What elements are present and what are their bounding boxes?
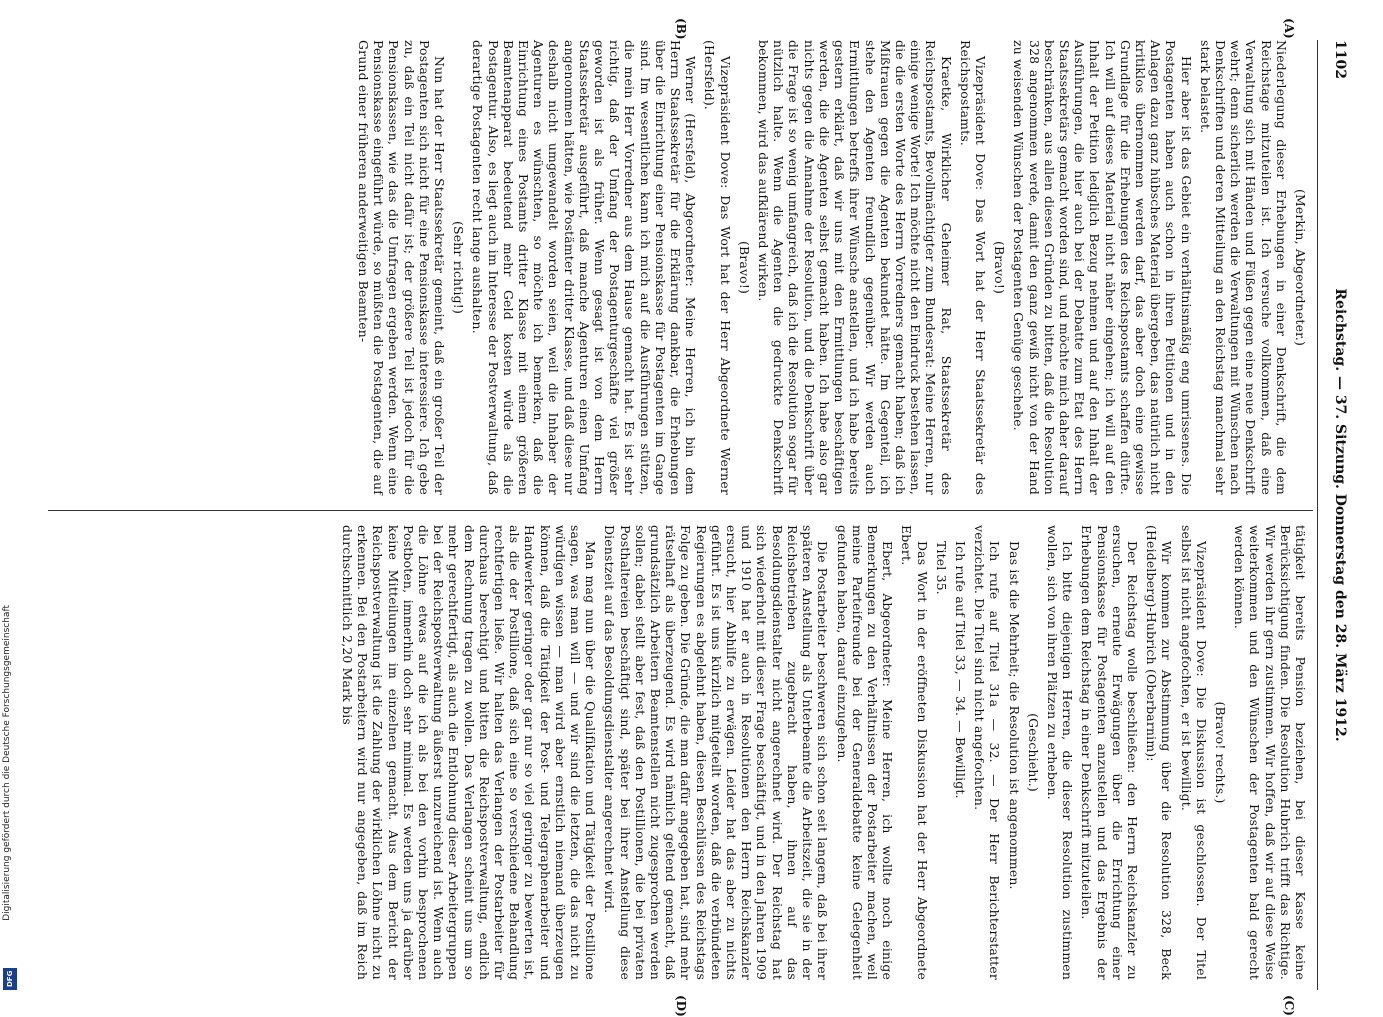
paragraph: (Geschieht.) <box>1025 713 1041 792</box>
paragraph: Ich bitte diejenigen Herren, die dieser Resolution zustimmen wollen, sich von ihren Plätzen zu erheben. <box>1044 525 1076 980</box>
paragraph: (Bravo!) <box>992 240 1008 295</box>
paragraph: (Bravo!) <box>736 240 752 295</box>
paragraph: Niederlegung dieser Erhebungen in einer Denkschrift, die dem Reichstage mitzuteilen ist. Ich versuche vollkommen, daß eine Verwaltung sich mit Händen und Füßen gegen eine neue Denkschrift wehrt; denn sicherlich werden die Verwaltungen mit Wünschen nach Denkschriften und deren Mitteilung an den Reichstag manchmal sehr stark belastet. <box>1197 40 1289 495</box>
paragraph: Das ist die Mehrheit; die Resolution ist angenommen. <box>1006 541 1022 890</box>
paragraph: tätigkeit bereits Pension beziehen, bei dieser Kasse keine Berücksichtigung finden. Die Resolution Hubrich trifft das Richtige. Wir werden ihr gern zustimmen. Wir hoffen, daß wir auf diese Weise weiterkommen und den Wünschen der Postagenten bald gerecht werden können. <box>1232 525 1308 980</box>
running-header: Reichstag. — 37. Sitzung. Donnerstag den 28. März 1912. <box>1332 288 1348 742</box>
page-number: 1102 <box>1332 40 1348 79</box>
paragraph: Nun hat der Herr Staatssekretär gemeint, daß ein großer Teil der Postagenten sich nicht für eine Pensionskasse interessiere. Ich gebe zu, daß ein Teil nicht dafür ist; der größere Teil ist jedoch für die Pensionskassen, wie das die Umfragen ergeben werden. Wenn eine Pensionskasse eingeführt würde, so müßten die Postagenten, die auf Grund einer früheren anderweitigen Beamten- <box>356 40 448 495</box>
paragraph: Ebert, Abgeordneter: Meine Herren, ich wollte noch einige Bemerkungen zu den Verhältnissen der Postarbeiter machen, weil meine Parteifreunde bei der Generaldebatte keine Gelegenheit gefunden haben, darauf einzugehen. <box>834 525 896 980</box>
left-column <box>352 40 1308 495</box>
column-divider <box>48 510 1313 511</box>
paragraph: Die Postarbeiter beschweren sich schon seit langem, daß bei ihrer späteren Anstellung als Unterbeamte die Arbeitszeit, die sie in der Reichsbetrieben zugebracht haben, ihnen auf das Besoldungsdienstalter nicht angerechnet wird. Der Reichstag hat sich wiederholt mit dieser Frage beschäftigt, und in den Jahren 1909 und 1910 hat er auch in Resolutionen den Herrn Reichskanzler ersucht, hier Abhilfe zu erwägen. Leider hat das aber zu nichts geführt. Es ist uns kürzlich mitgeteilt worden, daß die verbündeten Regierungen es abgelehnt haben, diesen Beschlüssen des Reichstags Folge zu geben. Die Gründe, die man dafür angegeben hat, sind mehr rätselhaft als überzeugend. Es wird nämlich geltend gemacht, daß grundsätzlich Arbeitern Beamtenstellen nicht zugesprochen werden sollen; dabei stellt aber fest, daß den Postillionen, die bei privaten Posthaltereien beschäftigt sind, später bei ihrer Anstellung diese Dienstzeit auf das Besoldungsdienstalter angerechnet wird. <box>602 525 831 980</box>
paragraph: Das Wort in der eröffneten Diskussion hat der Herr Abgeordnete Ebert. <box>899 525 930 980</box>
margin-marker-d: (D) <box>674 995 688 1017</box>
paragraph: (Sehr richtig!) <box>451 221 467 314</box>
page-header <box>1317 40 1358 990</box>
paragraph: Werner (Hersfeld), Abgeordneter: Meine Herren, ich bin dem Herrn Staatssekretär für die Erklärung dankbar, die Erhebungen über die Einrichtung einer Pensionskasse für Postagenten im Gange sind. Im wesentlichen kann ich mich auf die Ausführungen stützen, die mein Herr Vorredner aus dem Hause gemacht hat. Es ist sehr richtig, daß der Umfang der Postagenturgeschäfte viel größer geworden ist als früher. Wenn gesagt ist von dem Herrn Staatssekretär ausgeführt, daß manche Agenturen einen Umfang angenommen hätten, wie Postämter dritter Klasse, und daß diese nur deshalb nicht umgewandelt worden seien, weil die Inhaber der Agenturen es wünschten, so möchte ich bemerken, daß die Einrichtung eines Postamts dritter Klasse mit einem größeren Beamtenapparat bedeutend mehr Geld kosten würde als die Postagentur. Also, es liegt auch im Interesse der Postverwaltung, daß derartige Postagenten recht lange aushalten. <box>470 40 699 495</box>
paragraph: Man mag nun über die Qualifikation und Tätigkeit der Postillione sagen, was man will — und wir sind die letzten, die das nicht zu würdigen wissen — man wird aber ernstlich niemand überzeugen können, daß die Tätigkeit der Post- und Telegraphenarbeiter und Handwerker geringer oder gar nur so viel geringer zu bewerten ist, als die der Postillione, daß sich eine so verschiedene Behandlung rechtfertigen ließe. Wir halten das Verlangen der Postarbeiter für durchaus berechtigt und bitten die Reichspostverwaltung, endlich dem Rechnung tragen zu wollen. Das Verlangen scheint uns um so mehr gerechtfertigt, als auch die Entlohnung dieser Arbeitergruppen bei der Reichspostverwaltung äußerst unzureichend ist. Wenn auch die Löhne etwas auf die ich als bei den vorhin besprochenen Postboten, immerhin doch sehr minimal. Es werden uns ja darüber keine Mitteilungen im einzelnen gemacht. Aus dem Bericht der Reichspostverwaltung ist die Zahlung der wirklichen Löhne nicht zu erkennen. Bei den Postarbeitern wird nur angegeben, daß im Reich durchschnittlich 2,20 Mark bis <box>340 525 599 980</box>
margin-marker-b: (B) <box>674 18 688 40</box>
paragraph: Vizepräsident Dove: Das Wort hat der Herr Abgeordnete Werner (Hersfeld). <box>702 40 733 495</box>
rotated-page-content <box>28 18 1358 1017</box>
funding-footnote: Digitalisierung gefördert durch die Deutsche Forschungsgemeinschaft <box>2 605 12 921</box>
right-column <box>336 525 1308 980</box>
paragraph: Vizepräsident Dove: Das Wort hat der Herr Staatssekretär des Reichspostamts. <box>957 40 988 495</box>
margin-marker-a: (A) <box>1282 18 1296 39</box>
paragraph: Vizepräsident Dove: Die Diskussion ist geschlossen. Der Titel selbst ist nicht angefochten, er ist bewilligt. <box>1178 525 1209 980</box>
paragraph: Wir kommen zur Abstimmung über die Resolution 328, Beck (Heidelberg)-Hubrich (Oberbarnim): <box>1144 525 1175 980</box>
paragraph: Titel 35. <box>933 541 949 595</box>
dfg-logo: DFG <box>3 968 17 990</box>
paragraph: Ich rufe auf Titel 31a — 32. — Der Herr Berichterstatter verzichtet. Die Titel sind nicht angefochten. <box>972 525 1003 980</box>
paragraph: Ich rufe auf Titel 33, — 34. — Bewilligt. <box>952 541 968 799</box>
paragraph: Hier aber ist das Gebiet ein verhältnismäßig eng umrissenes. Die Postagenten haben auch schon in ihren Petitionen und in den Anlagen dazu ganz hübsches Material übergeben, das natürlich nicht kritiklos übernommen werden darf, das aber doch eine gewisse Grundlage für die Erhebungen des Reichspostamts schaffen dürfte. Ich will auf dieses Material nicht näher eingehen; ich will auf den Inhalt der Petition lediglich Bezug nehmen und auf den Inhalt der Ausführungen, die hier auch bei der Debatte zum Etat des Herrn Staatssekretärs gemacht worden sind, und möchte mich daher darauf beschränken, aus allen diesen Gründen zu bitten, daß die Resolution 328 angenommen werde, damit den ganz gewiß nicht von der Hand zu weisenden Wünschen der Postagenten Genüge geschehe. <box>1011 40 1194 495</box>
paragraph: (Bravo! rechts.) <box>1212 701 1228 804</box>
paragraph: Der Reichstag wolle beschließen: den Herrn Reichskanzler zu ersuchen, erneute Erwägungen über die Errichtung einer Pensionskasse für Postagenten anzustellen und das Ergebnis der Erhebungen dem Reichstag in einer Denkschrift mitzuteilen. <box>1079 525 1140 980</box>
margin-marker-c: (C) <box>1282 995 1296 1016</box>
paragraph: (Merkin, Abgeordneter.) <box>1293 188 1308 347</box>
paragraph: Kraetke, Wirklicher Geheimer Rat, Staatssekretär des Reichspostamts, Bevollmächtigter zum Bundesrat: Meine Herren, nur einige wenige Worte! Ich möchte nicht den Eindruck bestehen lassen, die die ersten Worte des Herrn Vorredners gemacht haben; daß ich Mißtrauen gegen die Agenten bekundet hätte. Im Gegenteil, ich stehe den Agenten freundlich gegenüber. Wir werden auch Ermittlungen betreffs ihrer Wünsche anstellen, und ich habe bereits gestern erklärt, daß wir uns mit den Ermittlungen beschäftigen werden, die die Agenten selbst gemacht haben. Ich habe also gar nichts gegen die Annahme der Resolution, und die Denkschrift über die Frage ist so wenig umfangreich, daß ich die Resolution sogar für nützlich halte. Wenn die Agenten die gedruckte Denkschrift bekommen, wird das aufklärend wirken. <box>756 40 954 495</box>
